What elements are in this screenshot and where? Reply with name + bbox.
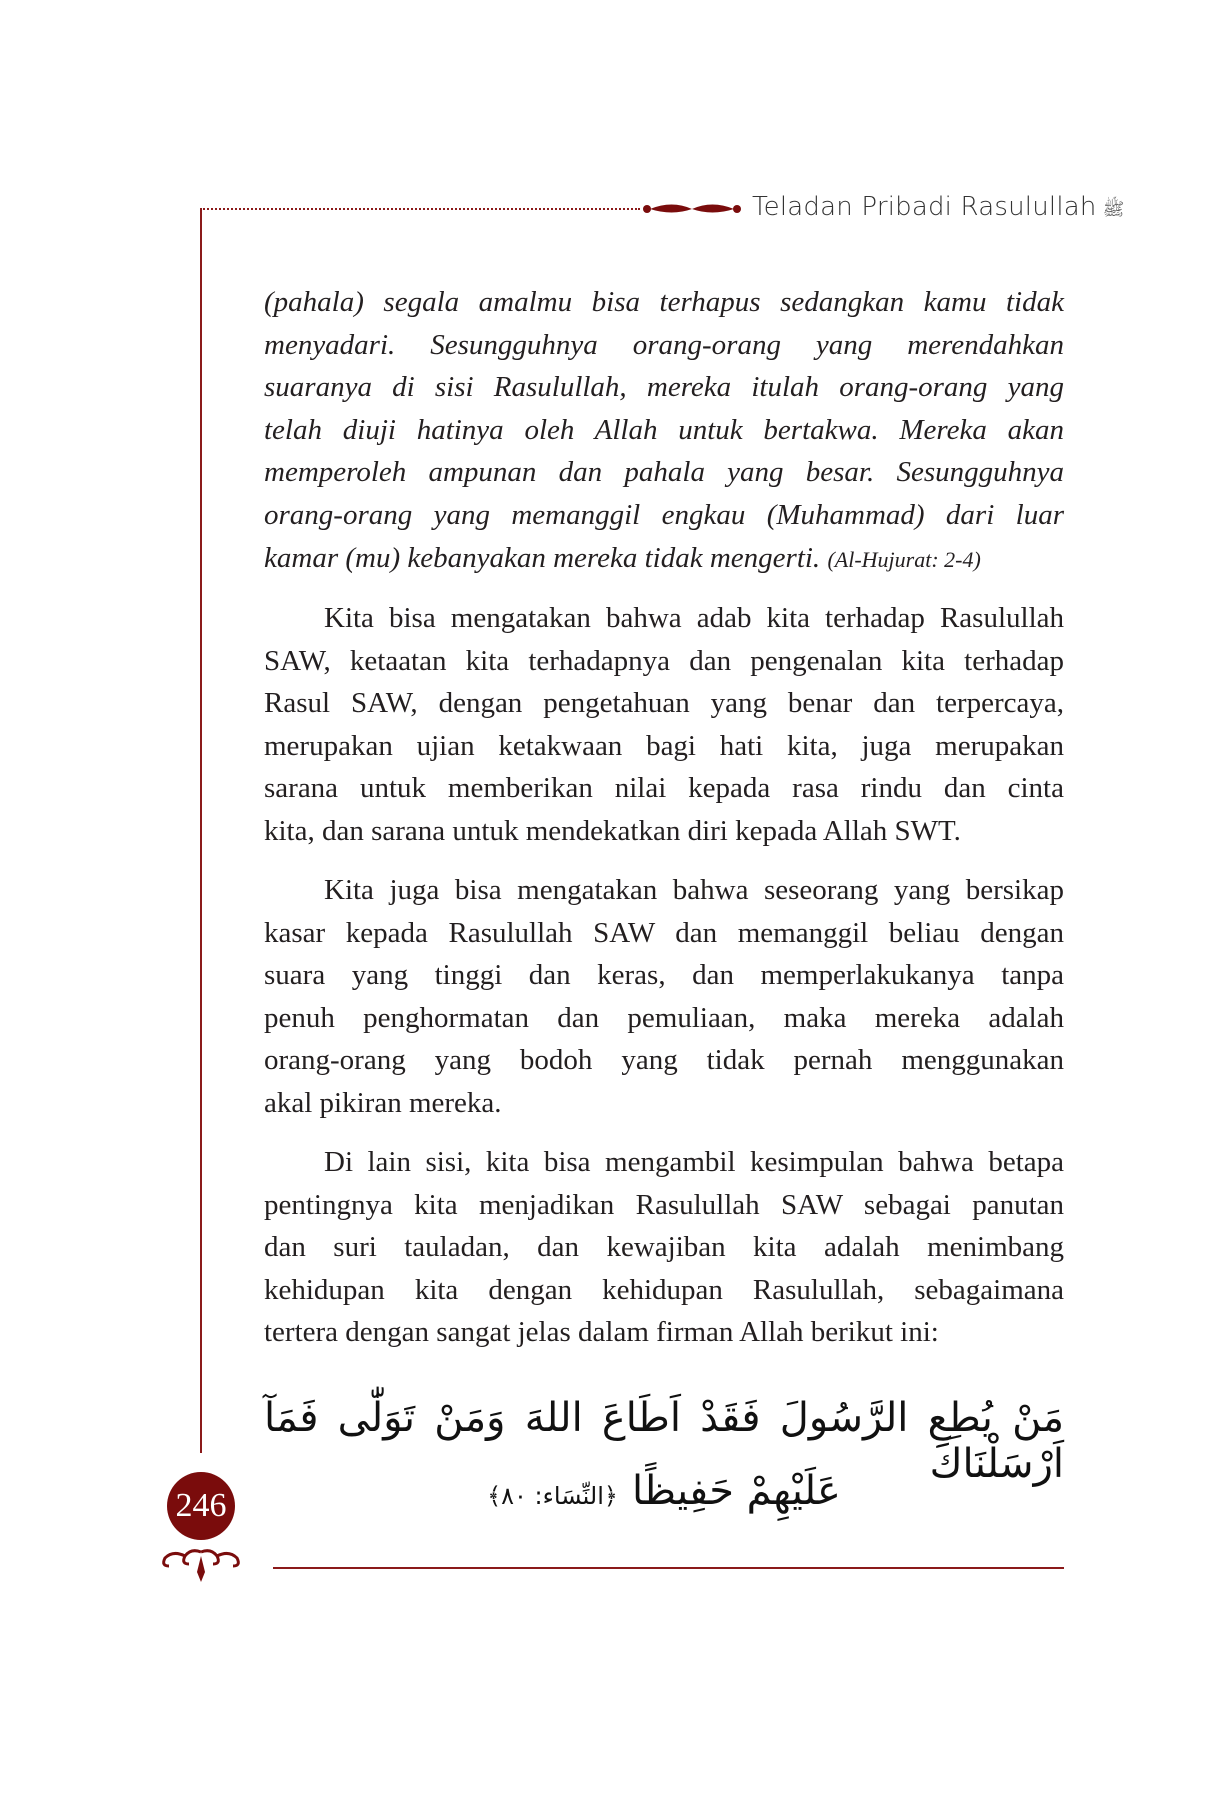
paragraph-1 bbox=[264, 597, 1064, 853]
text-line bbox=[264, 640, 1064, 683]
arabic-verse-line-1: مَنْ يُطِعِ الرَّسُولَ فَقَدْ اَطَاعَ اللهَ وَمَنْ تَوَلّٰى فَمَآ اَرْسَلْنَاكَ bbox=[264, 1395, 1064, 1487]
line-text: pentingnya kita menjadikan Rasulullah SAW sebagai panutan bbox=[264, 1188, 1064, 1221]
text-line bbox=[264, 1269, 1064, 1312]
text-line bbox=[264, 537, 1064, 580]
line-text: Rasul SAW, dengan pengetahuan yang benar dan terpercaya, bbox=[264, 687, 1064, 720]
text-line bbox=[264, 366, 1064, 409]
text-line bbox=[264, 725, 1064, 768]
text-line bbox=[264, 1141, 1064, 1184]
header-honorific: ﷺ bbox=[1102, 199, 1125, 220]
line-text: suara yang tinggi dan keras, dan memperlakukanya tanpa bbox=[264, 959, 1064, 992]
text-line bbox=[264, 451, 1064, 494]
footer-line bbox=[273, 1567, 1064, 1569]
text-line bbox=[264, 954, 1064, 997]
text-line bbox=[264, 281, 1064, 324]
header-ornament-icon bbox=[642, 200, 742, 218]
line-text: dan suri tauladan, dan kewajiban kita adalah menimbang bbox=[264, 1231, 1064, 1264]
header-title: Teladan Pribadi Rasulullah bbox=[752, 192, 1097, 222]
arabic-verse-text: عَلَيْهِمْ حَفِيظًا bbox=[631, 1468, 841, 1514]
line-text: orang-orang yang bodoh yang tidak pernah menggunakan bbox=[264, 1044, 1064, 1077]
header-dotted-line bbox=[200, 208, 640, 210]
arabic-citation: ﴿النِّسَاء: ٨٠﴾ bbox=[487, 1482, 618, 1510]
line-text: kasar kepada Rasulullah SAW dan memanggil beliau dengan bbox=[264, 916, 1064, 949]
footer-ornament-icon bbox=[155, 1546, 247, 1586]
line-text: menyadari. Sesungguhnya orang-orang yang merendahkan bbox=[264, 328, 1064, 361]
line-text: kita, dan sarana untuk mendekatkan diri kepada Allah SWT. bbox=[264, 814, 961, 847]
text-line bbox=[264, 1039, 1064, 1082]
line-text: tertera dengan sangat jelas dalam firman Allah berikut ini: bbox=[264, 1316, 939, 1349]
text-line bbox=[264, 324, 1064, 367]
left-border-line bbox=[200, 208, 202, 1453]
line-text: kamar (mu) kebanyakan mereka tidak mengerti. bbox=[264, 541, 821, 574]
arabic-verse-line-2 bbox=[264, 1468, 1064, 1514]
line-text: akal pikiran mereka. bbox=[264, 1086, 502, 1119]
quran-translation-quote bbox=[264, 281, 1064, 579]
line-text: memperoleh ampunan dan pahala yang besar. Sesungguhnya bbox=[264, 456, 1064, 489]
text-line bbox=[264, 1226, 1064, 1269]
line-text: orang-orang yang memanggil engkau (Muhammad) dari luar bbox=[264, 498, 1064, 531]
line-text: suaranya di sisi Rasulullah, mereka itulah orang-orang yang bbox=[264, 371, 1064, 404]
text-line bbox=[264, 869, 1064, 912]
text-line bbox=[264, 997, 1064, 1040]
line-text: Kita juga bisa mengatakan bahwa seseorang yang bersikap bbox=[324, 874, 1064, 906]
line-text: (pahala) segala amalmu bisa terhapus sedangkan kamu tidak bbox=[264, 286, 1064, 318]
text-line bbox=[264, 682, 1064, 725]
text-line bbox=[264, 1311, 1064, 1354]
line-text: Di lain sisi, kita bisa mengambil kesimpulan bahwa betapa bbox=[324, 1146, 1064, 1178]
line-text: SAW, ketaatan kita terhadapnya dan pengenalan kita terhadap bbox=[264, 644, 1064, 677]
line-text: telah diuji hatinya oleh Allah untuk bertakwa. Mereka akan bbox=[264, 413, 1064, 446]
text-line bbox=[264, 1082, 1064, 1125]
paragraph-2 bbox=[264, 869, 1064, 1125]
text-line bbox=[264, 912, 1064, 955]
line-text: Kita bisa mengatakan bahwa adab kita terhadap Rasulullah bbox=[324, 602, 1064, 634]
text-line bbox=[264, 1184, 1064, 1227]
page-number: 246 bbox=[167, 1472, 235, 1540]
text-line bbox=[264, 810, 1064, 853]
line-text: sarana untuk memberikan nilai kepada rasa rindu dan cinta bbox=[264, 772, 1064, 805]
line-text: merupakan ujian ketakwaan bagi hati kita, juga merupakan bbox=[264, 729, 1064, 762]
line-text: kehidupan kita dengan kehidupan Rasulullah, sebagaimana bbox=[264, 1273, 1064, 1306]
running-header bbox=[752, 192, 1124, 224]
line-text: penuh penghormatan dan pemuliaan, maka mereka adalah bbox=[264, 1001, 1064, 1034]
text-line bbox=[264, 494, 1064, 537]
text-line bbox=[264, 597, 1064, 640]
paragraph-3 bbox=[264, 1141, 1064, 1354]
text-line bbox=[264, 409, 1064, 452]
text-line bbox=[264, 767, 1064, 810]
quote-reference: (Al-Hujurat: 2-4) bbox=[827, 546, 981, 572]
